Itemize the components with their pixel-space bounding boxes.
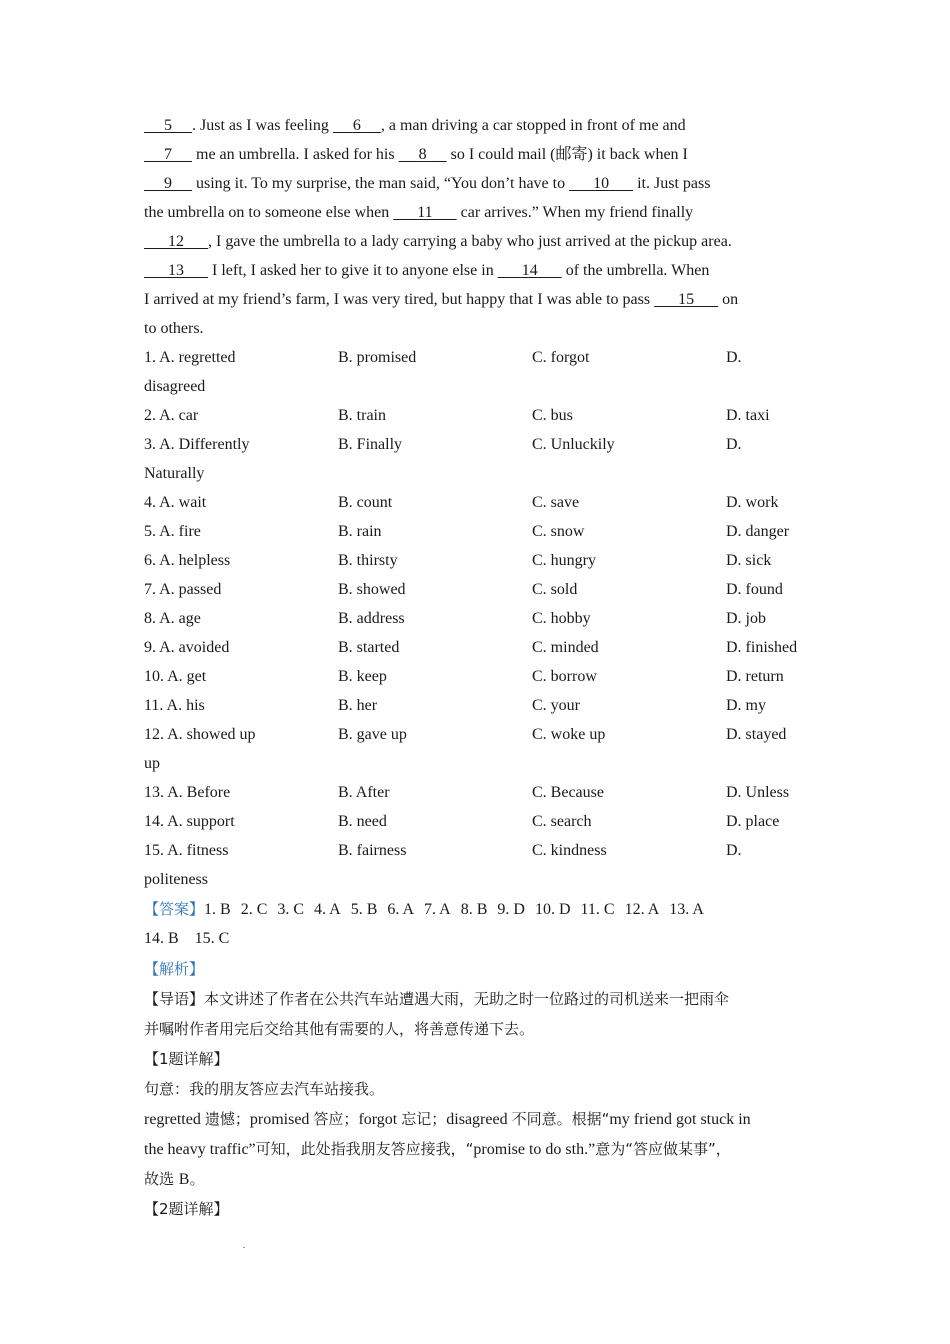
q1-explain-line: 故选 B。 <box>144 1170 205 1188</box>
passage-line: 7 me an umbrella. I asked for his 8 so I could mail (邮寄) it back when I <box>144 140 812 169</box>
option-row: 2. A. car B. train C. bus D. taxi <box>144 407 770 424</box>
option-row: 14. A. support B. need C. search D. place <box>144 813 780 830</box>
option-row: 13. A. Before B. After C. Because D. Unless <box>144 784 790 801</box>
blank: 6 <box>352 117 361 134</box>
passage-line: 12 , I gave the umbrella to a lady carrying a baby who just arrived at the pickup area. <box>144 227 812 256</box>
options-list <box>144 343 812 894</box>
blank: 8 <box>418 146 427 163</box>
q1-meaning: 句意：我的朋友答应去汽车站接我。 <box>144 1080 385 1098</box>
blank: 12 <box>168 233 184 250</box>
blank: 10 <box>593 175 610 192</box>
option-wrap: up <box>144 755 160 772</box>
blank: 11 <box>417 204 433 221</box>
option-row: 9. A. avoided B. started C. minded D. finished <box>144 639 798 656</box>
answer-label: 【答案】 <box>144 900 205 918</box>
blank: 9 <box>164 175 172 192</box>
blank: 15 <box>678 291 695 308</box>
q2-label: 【2题详解】 <box>144 1200 229 1218</box>
q1-explain-line: the heavy traffic”可知，此处指我朋友答应接我，“promise to do sth.”意为“答应做某事”， <box>144 1140 731 1158</box>
q1-explain-line: regretted 遗憾；promised 答应；forgot 忘记；disagreed 不同意。根据“my friend got stuck in <box>144 1110 751 1128</box>
option-row: 11. A. his B. her C. your D. my <box>144 697 766 714</box>
option-wrap: politeness <box>144 871 208 888</box>
passage-line: I arrived at my friend’s farm, I was very tired, but happy that I was able to pass 15 on <box>144 285 812 314</box>
document-content <box>144 111 812 1224</box>
option-row: 3. A. Differently B. Finally C. Unluckily D. <box>144 436 742 453</box>
option-row: 5. A. fire B. rain C. snow D. danger <box>144 523 790 540</box>
option-wrap: Naturally <box>144 465 205 482</box>
answer-line: 【答案】1. B 2. C 3. C 4. A 5. B 6. A 7. A 8. B 9. D 10. D 11. C 12. A 13. A <box>144 900 704 918</box>
blank: 13 <box>168 262 184 279</box>
passage-line: the umbrella on to someone else when 11 car arrives.” When my friend finally <box>144 198 812 227</box>
option-row: 8. A. age B. address C. hobby D. job <box>144 610 766 627</box>
option-wrap: disagreed <box>144 378 206 395</box>
option-row: 4. A. wait B. count C. save D. work <box>144 494 779 511</box>
passage-line: 9 using it. To my surprise, the man said, “You don’t have to 10 it. Just pass <box>144 169 812 198</box>
blank: 7 <box>164 146 172 163</box>
answer-line: 14. B 15. C <box>144 930 230 947</box>
option-row: 15. A. fitness B. fairness C. kindness D. <box>144 842 742 859</box>
q1-label: 【1题详解】 <box>144 1050 229 1068</box>
option-row: 7. A. passed B. showed C. sold D. found <box>144 581 783 598</box>
analysis-label: 【解析】 <box>144 960 205 978</box>
blank: 14 <box>521 262 538 279</box>
page-mark <box>243 1247 245 1248</box>
passage-line: to others. <box>144 320 204 337</box>
intro-line: 【导语】本文讲述了作者在公共汽车站遭遇大雨，无助之时一位路过的司机送来一把雨伞 <box>144 990 730 1008</box>
passage-line: 13 I left, I asked her to give it to anyone else in 14 of the umbrella. When <box>144 256 812 285</box>
blank: 5 <box>164 117 172 134</box>
intro-line: 并嘱咐作者用完后交给其他有需要的人，将善意传递下去。 <box>144 1020 535 1038</box>
option-row: 12. A. showed up B. gave up C. woke up D. stayed <box>144 726 787 743</box>
option-row: 10. A. get B. keep C. borrow D. return <box>144 668 784 685</box>
option-row: 1. A. regretted B. promised C. forgot D. <box>144 349 742 366</box>
option-row: 6. A. helpless B. thirsty C. hungry D. sick <box>144 552 772 569</box>
passage-line: 5 . Just as I was feeling 6 , a man driving a car stopped in front of me and <box>144 111 812 140</box>
